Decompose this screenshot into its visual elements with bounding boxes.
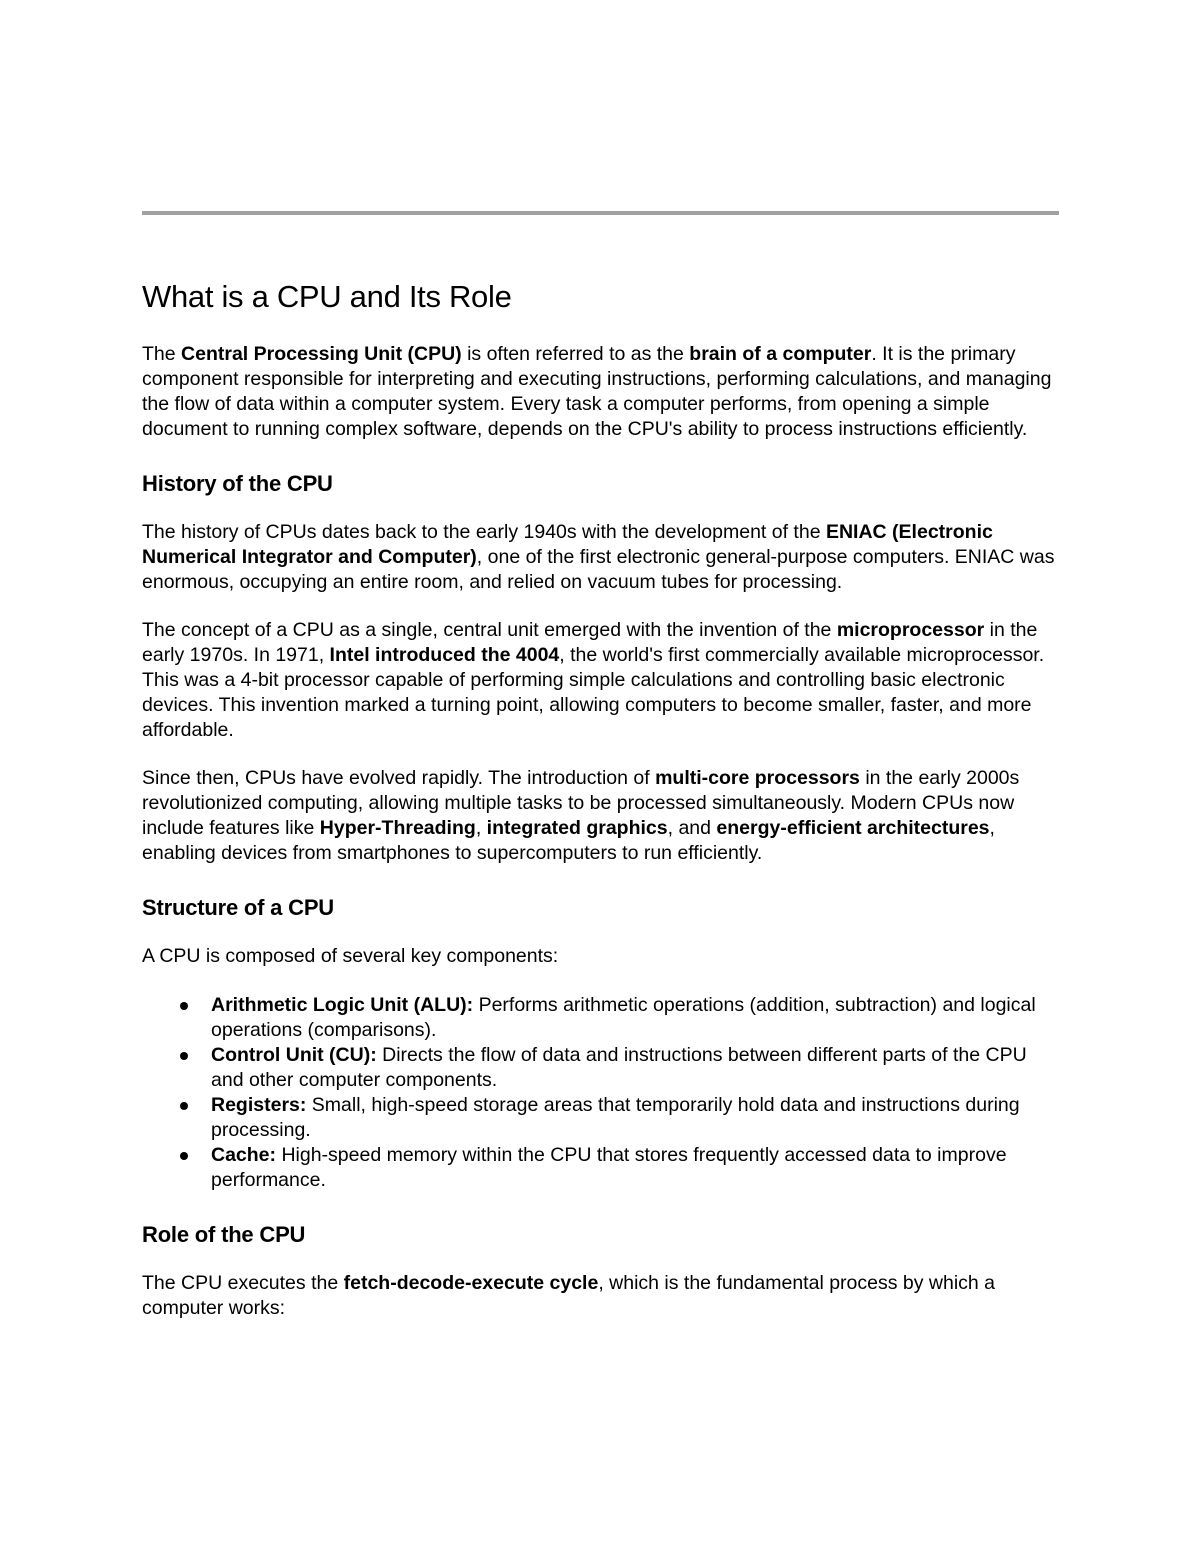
history-p3-bold-3: integrated graphics <box>486 817 668 839</box>
bullet-icon <box>180 1002 188 1010</box>
list-item <box>142 1143 1060 1193</box>
history-p3-text-5: , enabling devices from smartphones to supercomputers to run efficiently. <box>142 817 995 864</box>
section-heading-history: History of the CPU <box>142 471 333 496</box>
history-paragraph-2 <box>142 618 1060 743</box>
history-p3-bold-2: Hyper-Threading <box>319 817 476 839</box>
intro-text-2: is often referred to as the <box>461 343 690 365</box>
structure-intro: A CPU is composed of several key components: <box>142 945 559 967</box>
history-p3-text-4: , and <box>667 817 717 839</box>
list-item <box>142 1093 1060 1143</box>
list-item <box>142 1043 1060 1093</box>
bullet-icon <box>180 1152 188 1160</box>
section-heading-structure: Structure of a CPU <box>142 895 334 920</box>
list-item <box>142 993 1060 1043</box>
history-paragraph-3 <box>142 766 1060 866</box>
history-p3-bold-4: energy-efficient architectures <box>716 817 990 839</box>
history-paragraph-1 <box>142 520 1060 595</box>
role-bold-1: fetch-decode-execute cycle <box>343 1272 599 1294</box>
role-paragraph <box>142 1271 1060 1321</box>
list-item-label: Registers: <box>211 1094 307 1116</box>
list-item-text: Performs arithmetic operations (addition, subtraction) and logical operations (comparisons). <box>211 994 1036 1041</box>
history-p3-text-1: Since then, CPUs have evolved rapidly. The introduction of <box>142 767 656 789</box>
history-p1-text-1: The history of CPUs dates back to the early 1940s with the development of the <box>142 521 826 543</box>
list-item-label: Arithmetic Logic Unit (ALU): <box>211 994 474 1016</box>
intro-text-3: . It is the primary component responsible for interpreting and executing instructions, performing calculations, and managing the flow of data within a computer system. Every task a computer performs, from opening a simple document to running complex software, depends on the CPU's ability to process instructions efficiently. <box>142 343 1052 440</box>
component-list <box>142 993 1060 1193</box>
history-p2-bold-1: microprocessor <box>836 619 985 641</box>
section-heading-role: Role of the CPU <box>142 1222 306 1247</box>
history-p3-text-2: in the early 2000s revolutionized computing, allowing multiple tasks to be processed simultaneously. Modern CPUs now include features like <box>142 767 1020 839</box>
history-p1-bold-1: ENIAC (Electronic Numerical Integrator and Computer) <box>142 521 993 568</box>
horizontal-rule <box>142 211 1059 215</box>
list-item-text: Small, high-speed storage areas that temporarily hold data and instructions during processing. <box>211 1094 1020 1141</box>
intro-paragraph <box>142 342 1060 442</box>
intro-text-1: The <box>142 343 182 365</box>
list-item-text: Directs the flow of data and instructions between different parts of the CPU and other computer components. <box>211 1044 1027 1091</box>
history-p1-text-2: , one of the first electronic general-purpose computers. ENIAC was enormous, occupying an entire room, and relied on vacuum tubes for processing. <box>142 546 1055 593</box>
history-p2-text-3: , the world's first commercially available microprocessor. This was a 4-bit processor capable of performing simple calculations and controlling basic electronic devices. This invention marked a turning point, allowing computers to become smaller, faster, and more affordable. <box>142 644 1045 741</box>
history-p3-text-3: , <box>475 817 487 839</box>
bullet-icon <box>180 1052 188 1060</box>
list-item-label: Control Unit (CU): <box>211 1044 377 1066</box>
role-text-2: , which is the fundamental process by which a computer works: <box>142 1272 996 1319</box>
list-item-text: High-speed memory within the CPU that stores frequently accessed data to improve performance. <box>211 1144 1007 1191</box>
page-title: What is a CPU and Its Role <box>142 279 512 314</box>
history-p2-bold-2: Intel introduced the 4004 <box>329 644 560 666</box>
role-text-1: The CPU executes the <box>142 1272 344 1294</box>
history-p3-bold-1: multi-core processors <box>655 767 860 789</box>
history-p2-text-1: The concept of a CPU as a single, central unit emerged with the invention of the <box>142 619 837 641</box>
document-body <box>142 279 1060 1321</box>
intro-bold-2: brain of a computer <box>689 343 872 365</box>
list-item-label: Cache: <box>211 1144 277 1166</box>
history-p2-text-2: in the early 1970s. In 1971, <box>142 619 1038 666</box>
bullet-icon <box>180 1102 188 1110</box>
intro-bold-1: Central Processing Unit (CPU) <box>181 343 462 365</box>
